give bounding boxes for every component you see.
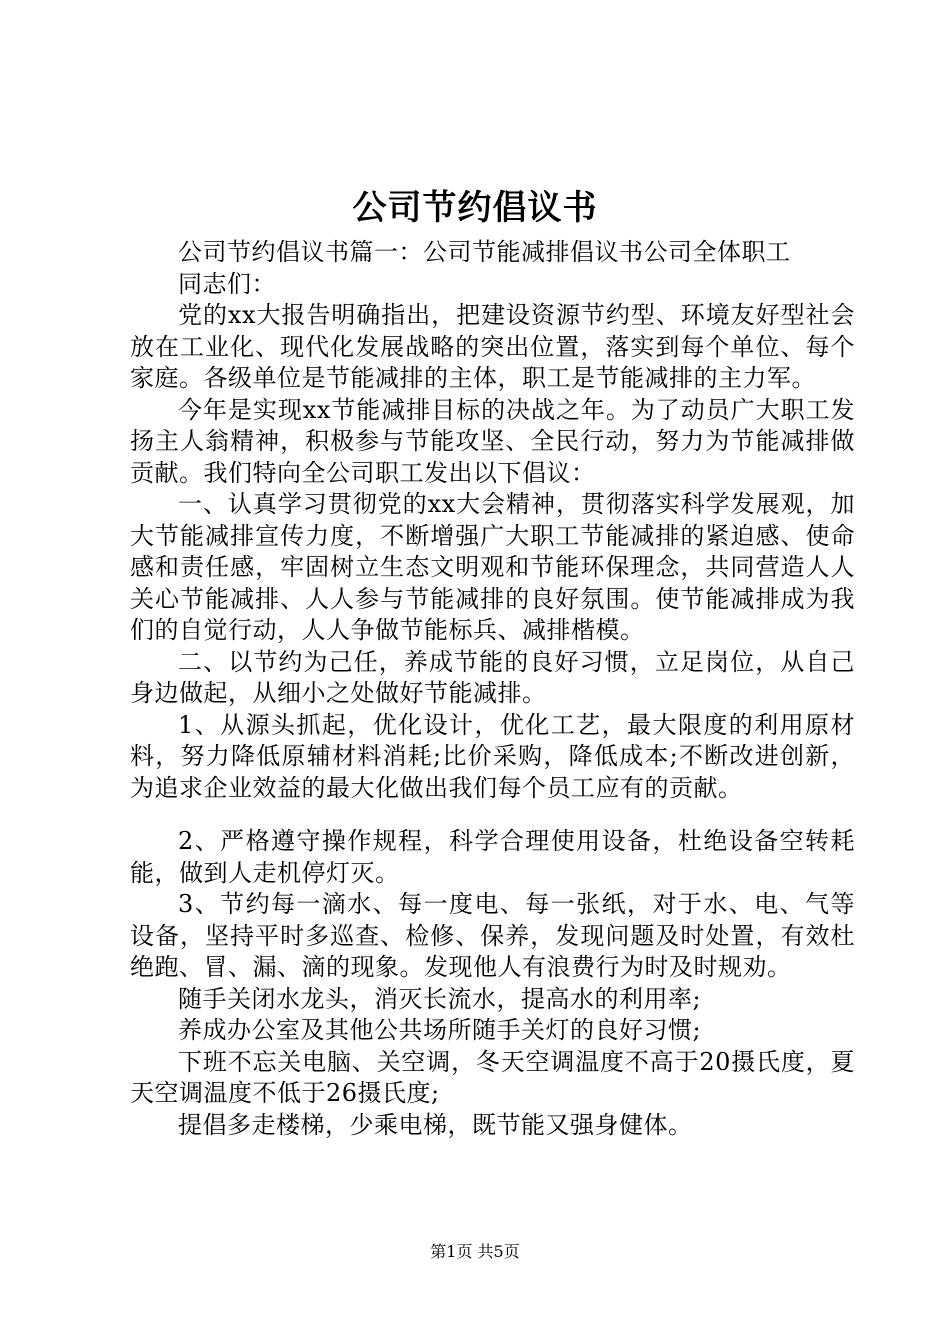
paragraph: 提倡多走楼梯，少乘电梯，既节能又强身健体。 — [178, 1110, 693, 1139]
paragraph: 二、以节约为己任，养成节能的良好习惯，立足岗位，从自己身边做起，从细小之处做好节能减排。 — [130, 647, 855, 707]
paragraph: 下班不忘关电脑、关空调，冬天空调温度不高于20摄氏度，夏天空调温度不低于26摄氏度; — [130, 1047, 855, 1107]
document-title: 公司节约倡议书 — [352, 188, 598, 228]
document-body — [130, 237, 855, 1141]
paragraph: 一、认真学习贯彻党的xx大会精神，贯彻落实科学发展观，加大节能减排宣传力度，不断增强广大职工节能减排的紧迫感、使命感和责任感，牢固树立生态文明观和节能环保理念，共同营造人人关心节能减排、人人参与节能减排的良好氛围。使节能减排成为我们的自觉行动，人人争做节能标兵、减排楷模。 — [130, 490, 855, 644]
paragraph: 随手关闭水龙头，消灭长流水，提高水的利用率; — [178, 984, 702, 1013]
paragraph: 1、从源头抓起，优化设计，优化工艺，最大限度的利用原材料，努力降低原辅材料消耗;比价采购，降低成本;不断改进创新，为追求企业效益的最大化做出我们每个员工应有的贡献。 — [130, 710, 855, 802]
paragraph: 今年是实现xx节能减排目标的决战之年。为了动员广大职工发扬主人翁精神，积极参与节能攻坚、全民行动，努力为节能减排做贡献。我们特向全公司职工发出以下倡议： — [130, 395, 855, 487]
paragraph: 养成办公室及其他公共场所随手关灯的良好习惯; — [178, 1016, 702, 1044]
page-footer: 第1页 共5页 — [430, 1242, 520, 1261]
paragraph: 2、严格遵守操作规程，科学合理使用设备，杜绝设备空转耗能，做到人走机停灯灭。 — [130, 827, 855, 887]
paragraph: 党的xx大报告明确指出，把建设资源节约型、环境友好型社会放在工业化、现代化发展战略的突出位置，落实到每个单位、每个家庭。各级单位是节能减排的主体，职工是节能减排的主力军。 — [130, 301, 855, 392]
paragraph: 3、节约每一滴水、每一度电、每一张纸，对于水、电、气等设备，坚持平时多巡查、检修、保养，发现问题及时处置，有效杜绝跑、冒、漏、滴的现象。发现他人有浪费行为时及时规劝。 — [130, 890, 855, 981]
paragraph: 公司节约倡议书篇一：公司节能减排倡议书公司全体职工 — [178, 238, 791, 266]
paragraph: 同志们： — [178, 269, 276, 298]
